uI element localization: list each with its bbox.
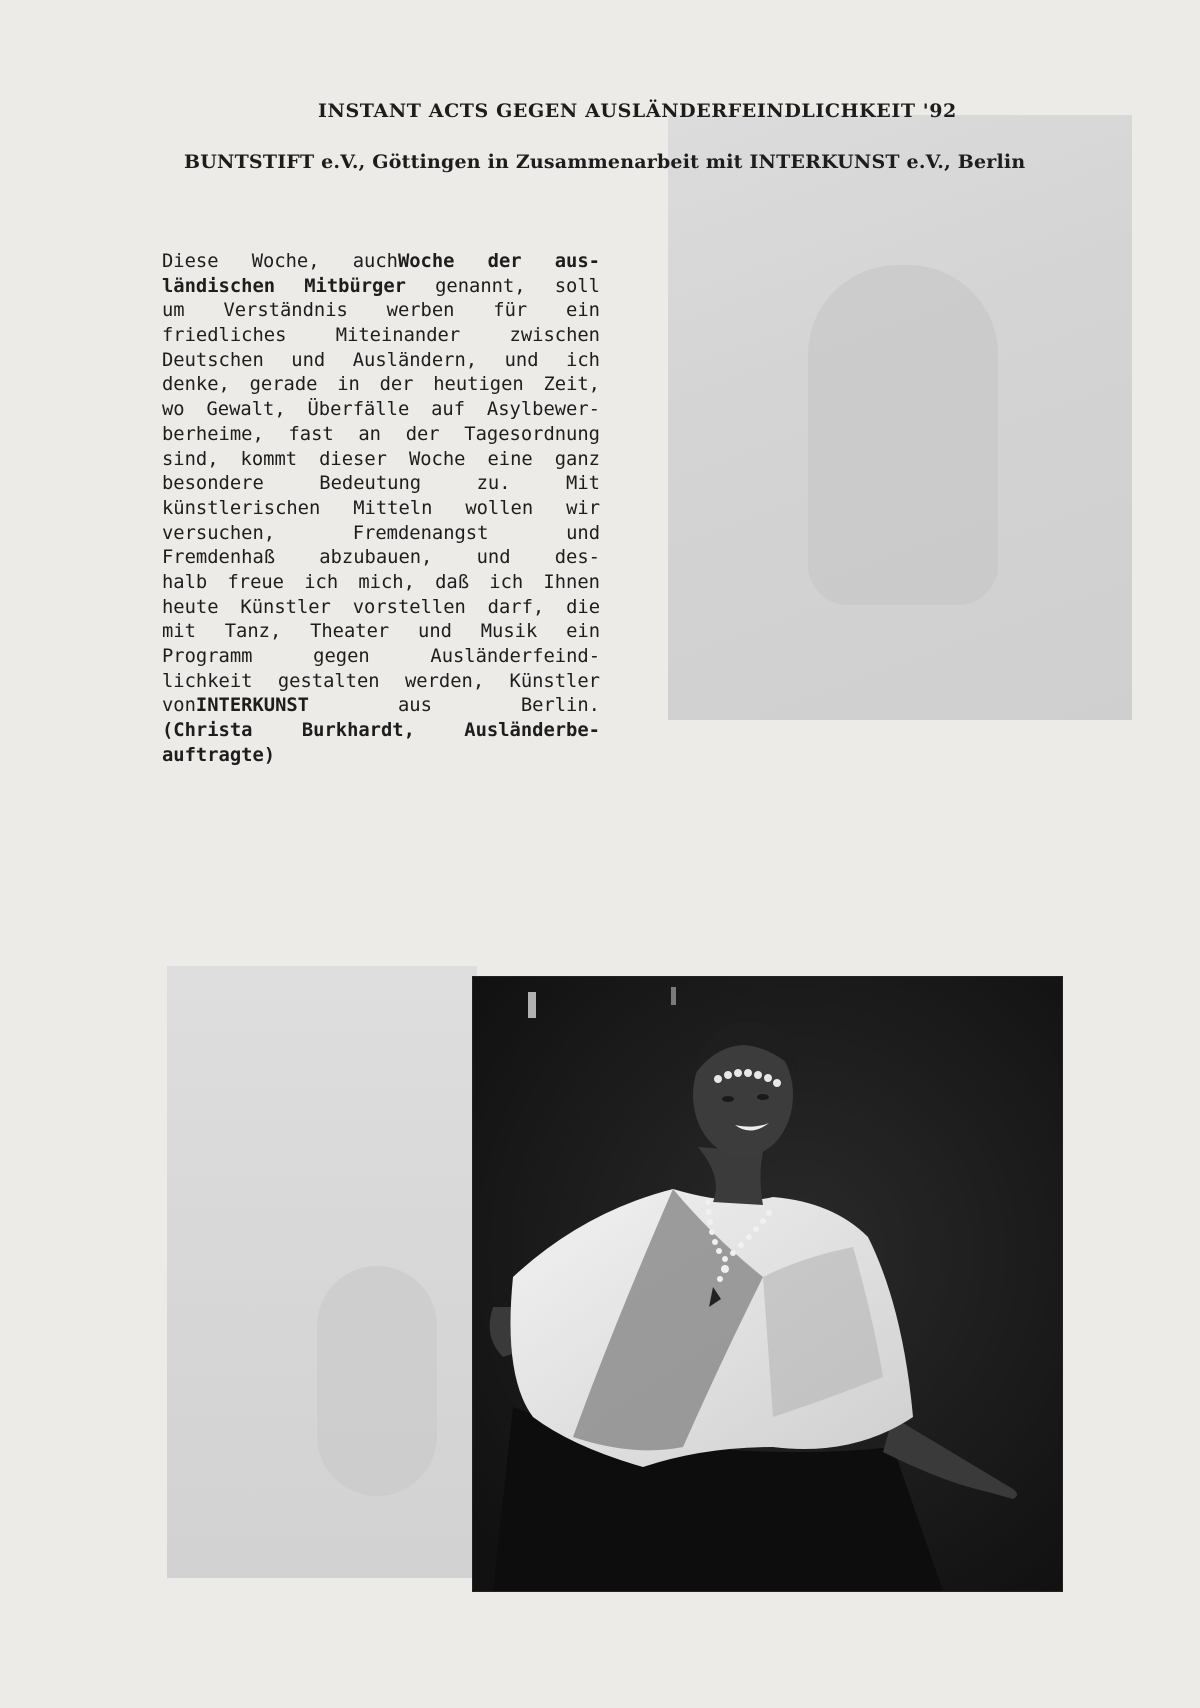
text-word: ein <box>566 300 600 322</box>
text-line <box>162 275 600 300</box>
text-word: Tagesordnung <box>464 423 600 445</box>
text-word: Theater <box>310 621 390 643</box>
text-word: Verständnis <box>223 300 348 322</box>
text-word: heute <box>162 596 219 618</box>
text-word: und <box>418 621 452 643</box>
text-word: mich, <box>358 571 415 593</box>
text-word: um <box>162 300 185 322</box>
text-line <box>162 596 600 621</box>
text-line <box>162 472 600 497</box>
text-word: vorstellen <box>352 596 466 618</box>
text-line <box>162 620 600 645</box>
text-word: dieser <box>319 448 387 470</box>
text-word: darf, <box>487 596 545 618</box>
text-word: Ausländern, <box>352 349 478 371</box>
text-word: Künstler <box>240 596 331 618</box>
text-line <box>162 324 600 349</box>
text-word: auftragte) <box>162 744 276 766</box>
show-through-figure <box>808 265 998 605</box>
text-word: ich <box>304 571 339 593</box>
text-word: und <box>476 547 511 569</box>
text-word: und <box>504 349 539 371</box>
text-word: versuchen, <box>162 522 276 544</box>
text-word: Mitbürger <box>304 275 406 297</box>
text-word: aus <box>397 695 432 717</box>
text-word: fast <box>288 423 334 445</box>
text-word: für <box>493 300 528 322</box>
text-word: halb <box>162 571 208 593</box>
text-word: Ausländerfeind- <box>430 646 600 667</box>
text-word: freue <box>227 571 284 593</box>
text-word: Fremdenangst <box>352 522 489 544</box>
text-word: an <box>358 423 381 445</box>
text-word: der <box>405 423 440 445</box>
text-word: ich <box>566 349 600 371</box>
text-line <box>162 423 600 448</box>
text-word: vonINTERKUNST <box>162 695 309 717</box>
page-subtitle: BUNTSTIFT e.V., Göttingen in Zusammenarbeit mit INTERKUNST e.V., Berlin <box>184 151 1026 173</box>
text-line <box>162 250 600 275</box>
text-word: soll <box>554 275 600 297</box>
text-word: gestalten <box>277 670 380 692</box>
text-word: Musik <box>480 621 538 643</box>
text-line <box>162 398 600 423</box>
text-word: daß <box>435 571 470 593</box>
text-word: künstlerischen <box>162 497 321 519</box>
text-word: friedliches <box>162 325 287 347</box>
text-line <box>162 497 600 522</box>
text-word: heutigen <box>433 374 524 396</box>
text-word: Ausländerbe- <box>464 720 600 742</box>
text-word: wollen <box>465 497 534 519</box>
text-word: ländischen <box>162 275 276 297</box>
text-line <box>162 670 600 695</box>
text-word: ein <box>566 621 600 643</box>
text-word: Asylbewer- <box>486 399 600 421</box>
text-word: Überfälle <box>307 399 410 421</box>
body-paragraph <box>162 250 600 768</box>
text-word: wo <box>162 399 185 421</box>
text-word: Ihnen <box>543 571 600 593</box>
text-word: Programm <box>162 646 253 667</box>
text-word: Berlin. <box>520 695 600 717</box>
text-line <box>162 744 600 769</box>
text-word: zwischen <box>509 325 600 347</box>
text-word: werben <box>386 300 455 322</box>
text-word: und <box>566 522 600 544</box>
text-word: und <box>291 349 326 371</box>
text-word: genannt, <box>435 275 526 297</box>
text-word: der <box>487 251 522 272</box>
page-title: INSTANT ACTS GEGEN AUSLÄNDERFEINDLICHKEIT '92 <box>318 100 957 122</box>
text-word: Gewalt, <box>206 399 286 421</box>
text-word: der <box>379 374 414 396</box>
performer-photo <box>473 977 1062 1591</box>
text-word: denke, <box>162 374 230 396</box>
dancer-photo-illustration <box>473 977 1062 1591</box>
text-word: Künstler <box>509 670 600 692</box>
text-line <box>162 448 600 473</box>
show-through-photo-bottom <box>167 966 477 1578</box>
text-word: Woche, <box>251 251 320 272</box>
text-word: (Christa <box>162 720 253 742</box>
text-word: Deutschen <box>162 349 264 371</box>
text-word: aus- <box>554 251 600 272</box>
text-word: Woche <box>408 448 466 470</box>
text-word: Bedeutung <box>319 473 422 495</box>
text-word: besondere <box>162 473 264 495</box>
text-word: auchWoche <box>352 251 455 272</box>
text-word: auf <box>431 399 466 421</box>
text-word: werden, <box>404 670 485 692</box>
text-word: kommt <box>240 448 298 470</box>
text-line <box>162 546 600 571</box>
text-line <box>162 299 600 324</box>
text-word: Miteinander <box>335 325 461 347</box>
text-word: Mit <box>566 473 600 495</box>
text-word: ganz <box>554 448 600 470</box>
text-word: sind, <box>162 448 219 470</box>
text-word: in <box>337 374 360 396</box>
text-word: Burkhardt, <box>301 720 415 742</box>
text-word: gerade <box>249 374 318 396</box>
text-word: berheime, <box>162 423 264 445</box>
text-word: gegen <box>313 646 370 667</box>
text-word: Zeit, <box>543 374 600 396</box>
text-line <box>162 645 600 670</box>
text-word: mit <box>162 621 196 643</box>
text-line <box>162 719 600 744</box>
text-line <box>162 571 600 596</box>
text-word: die <box>566 596 600 618</box>
text-line <box>162 349 600 374</box>
text-line <box>162 522 600 547</box>
text-word: abzubauen, <box>319 547 433 569</box>
text-word: des- <box>554 547 600 569</box>
text-word: Mitteln <box>353 497 433 519</box>
text-word: Tanz, <box>224 621 282 643</box>
text-word: wir <box>566 497 600 519</box>
show-through-figure <box>317 1266 437 1496</box>
text-line <box>162 373 600 398</box>
text-word: lichkeit <box>162 670 253 692</box>
text-line <box>162 694 600 719</box>
text-word: Diese <box>162 251 219 272</box>
text-word: zu. <box>476 473 511 495</box>
show-through-photo-top <box>668 115 1132 720</box>
text-word: Fremdenhaß <box>162 547 276 569</box>
text-word: eine <box>487 448 533 470</box>
text-word: ich <box>489 571 524 593</box>
